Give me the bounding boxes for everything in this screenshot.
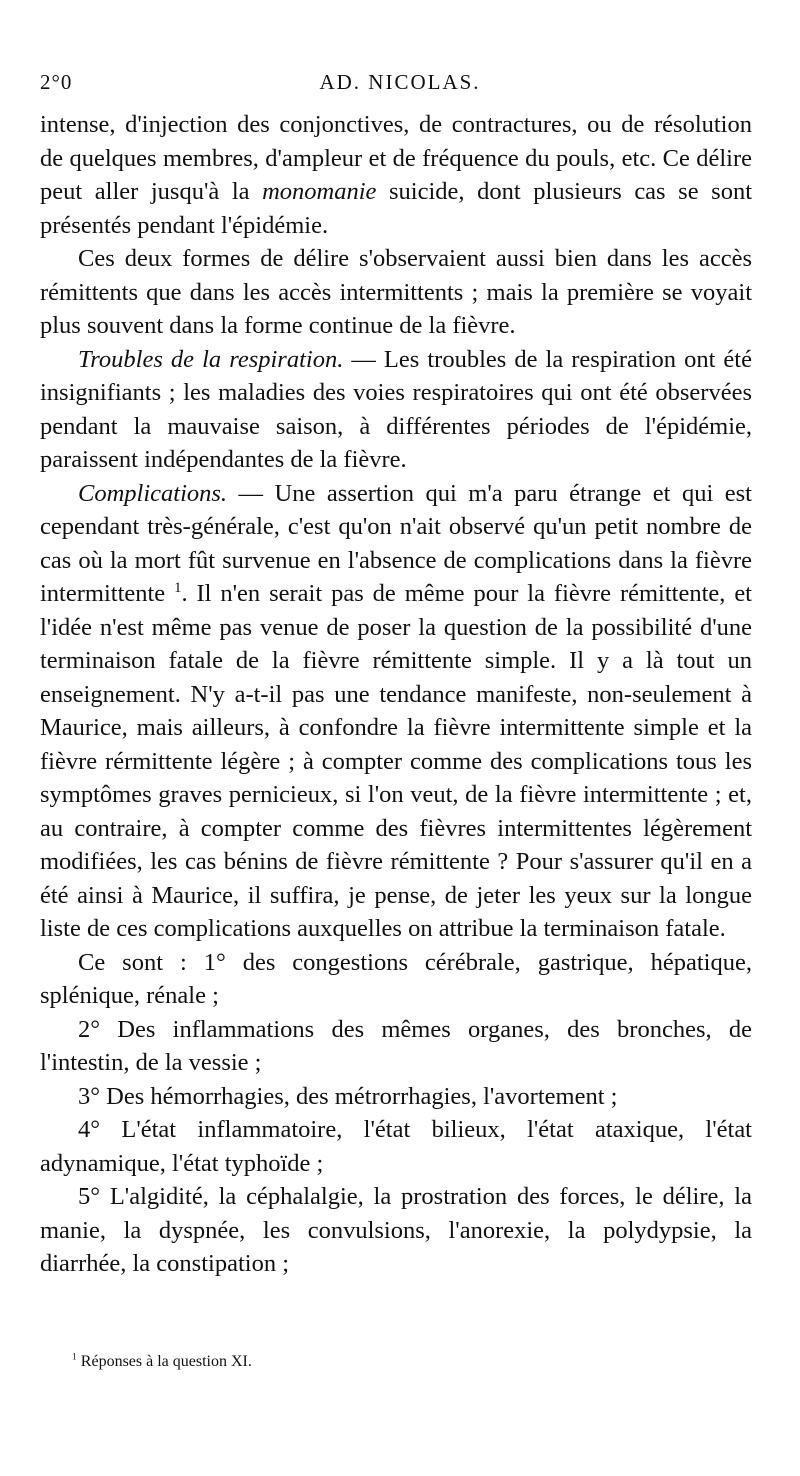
paragraph-4 bbox=[40, 477, 752, 946]
footnote-text: Réponses à la question XI. bbox=[76, 1353, 252, 1370]
section-heading-complications: Complications. bbox=[78, 479, 228, 507]
body-text bbox=[40, 108, 752, 1281]
running-title: AD. NICOLAS. bbox=[319, 70, 481, 94]
paragraph-4-text-b: . Il n'en serait pas de même pour la fièvre rémittente, et l'idée n'est même pas venue de poser la question de la possibilité d'une terminaison fatale de la fièvre rémittente simple. Il y a là tout un enseignement. N'y a-t-il pas une tendance manifeste, non-seulement à Maurice, mais ailleurs, à confondre la fièvre intermittente simple et la fièvre rérmittente légère ; à compter comme des complications tous les symptômes graves pernicieux, si l'on veut, de la fièvre intermittente ; et, au contraire, à compter comme des fièvres intermittentes légèrement modifiées, les cas bénins de fièvre rémittente ? Pour s'assurer qu'il en a été ainsi à Maurice, il suffira, je pense, de jeter les yeux sur la longue liste de ces complications auxquelles on attribue la terminaison fatale. bbox=[40, 580, 752, 942]
list-item-3: 3° Des hémorrhagies, des métrorrhagies, l'avortement ; bbox=[78, 1082, 618, 1110]
running-head bbox=[40, 70, 760, 100]
footnote bbox=[72, 1352, 752, 1372]
paragraph-1 bbox=[40, 108, 752, 242]
paragraph-1-text: intense, d'injection des conjonctives, de contractures, ou de résolution de quelques membres, d'ampleur et de fréquence du pouls, etc. Ce délire peut aller jusqu'à la bbox=[40, 111, 752, 205]
paragraph-1-emphasis: monomanie bbox=[262, 178, 377, 205]
footnote-marker: 1 bbox=[72, 1351, 77, 1363]
paragraph-2: Ces deux formes de délire s'observaient aussi bien dans les accès rémittents que dans les accès intermittents ; mais la première se voyait plus souvent dans la forme continue de la fièvre. bbox=[40, 245, 752, 339]
list-item-2: 2° Des inflammations des mêmes organes, des bronches, de l'intestin, de la vessie ; bbox=[40, 1015, 752, 1076]
list-item-5: 5° L'algidité, la céphalalgie, la prostration des forces, le délire, la manie, la dyspnée, les convulsions, l'anorexie, la polydypsie, la diarrhée, la constipation ; bbox=[40, 1183, 752, 1277]
paragraph-3 bbox=[40, 343, 752, 477]
paragraph-1-tail: suicide, dont plusieurs cas se sont présentés pendant l'épidémie. bbox=[40, 178, 753, 239]
page-number: 2°0 bbox=[40, 70, 73, 94]
footnote-reference: 1 bbox=[174, 579, 182, 596]
section-heading-respiration: Troubles de la respiration. bbox=[78, 345, 344, 373]
list-item-1: Ce sont : 1° des congestions cérébrale, gastrique, hépatique, splénique, rénale ; bbox=[40, 948, 752, 1009]
paragraph-3-text: — Les troubles de la respiration ont été insignifiants ; les maladies des voies respiratoires qui ont été observées pendant la mauvaise saison, à différentes périodes de l'épidémie, paraissent indépendantes de la fièvre. bbox=[40, 345, 752, 473]
paragraph-4-text-a: — Une assertion qui m'a paru étrange et qui est cependant très-générale, c'est qu'on n'ait observé qu'un petit nombre de cas où la mort fût survenue en l'absence de complications dans la fièvre intermittente bbox=[40, 479, 752, 607]
list-item-4: 4° L'état inflammatoire, l'état bilieux, l'état ataxique, l'état adynamique, l'état typhoïde ; bbox=[40, 1116, 752, 1177]
